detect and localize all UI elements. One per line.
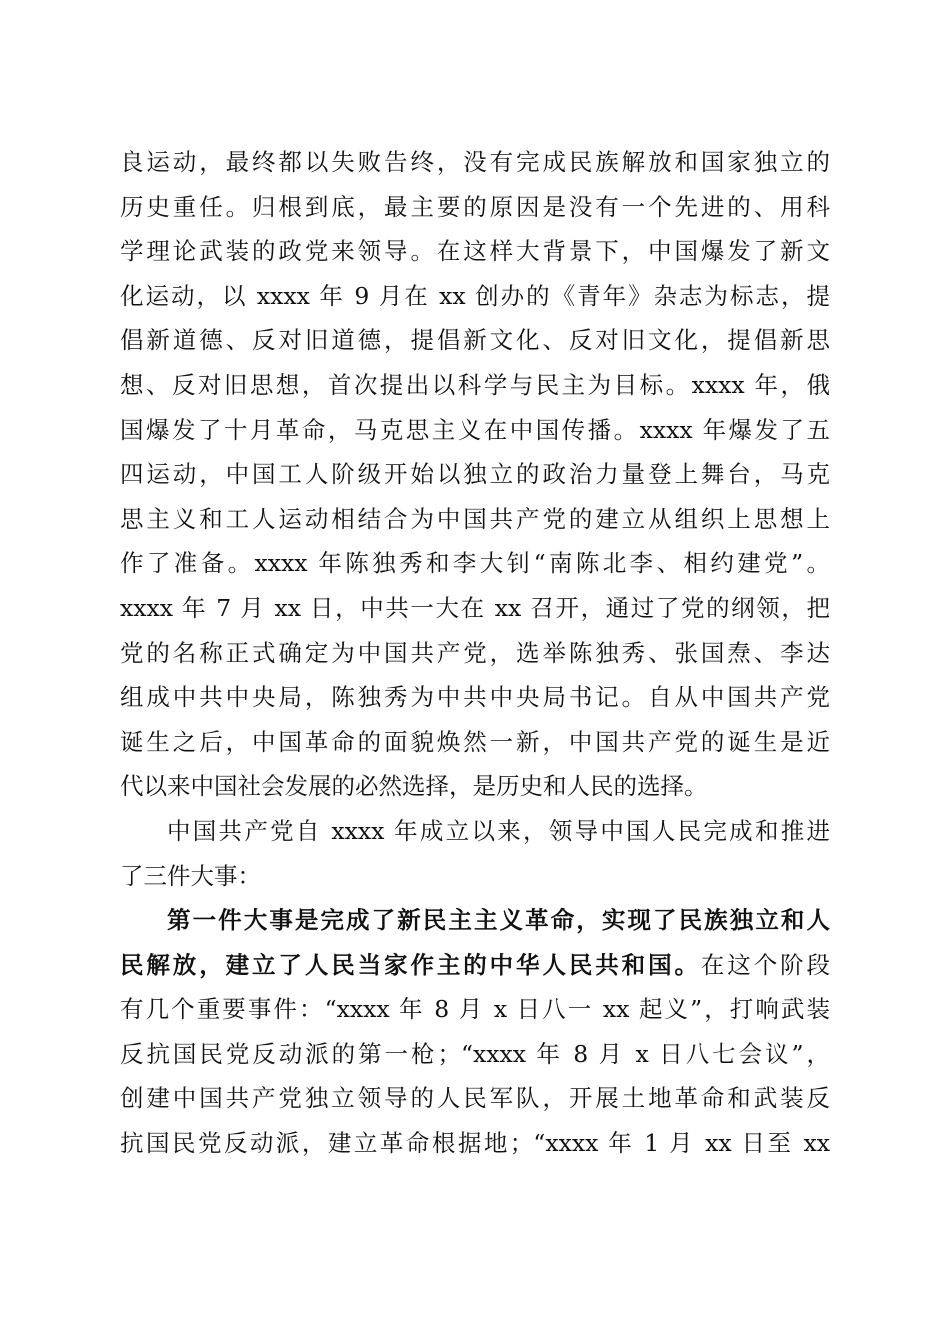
text-line: 学理论武装的政党来领导。在这样大背景下，中国爆发了新文 (120, 237, 830, 266)
text-line: 诞生之后，中国革命的面貌焕然一新，中国共产党的诞生是近 (120, 727, 830, 756)
body-text (120, 140, 830, 1166)
text-line: 良运动，最终都以失败告终，没有完成民族解放和国家独立的 (120, 148, 830, 176)
text-line: 有几个重要事件：“xxxx 年 8 月 x 日八一 xx 起义”，打响武装 (120, 995, 830, 1024)
text-line: 反抗国民党反动派的第一枪；“xxxx 年 8 月 x 日八七会议”， (120, 1039, 830, 1068)
text-line: 了三件大事： (120, 861, 261, 890)
text-line: 中国共产党自 xxxx 年成立以来，领导中国人民完成和推进 (167, 816, 830, 845)
text-line: 作了准备。xxxx 年陈独秀和李大钊“南陈北李、相约建党”。 (120, 549, 830, 578)
text-line: 国爆发了十月革命，马克思主义在中国传播。xxxx 年爆发了五 (120, 415, 830, 444)
bold-text-line: 第一件大事是完成了新民主主义革命，实现了民族独立和人 (167, 906, 830, 935)
text-line: 党的名称正式确定为中国共产党，选举陈独秀、张国焘、李达 (120, 638, 830, 667)
text-line: 倡新道德、反对旧道德，提倡新文化、反对旧文化，提倡新思 (120, 326, 830, 355)
mixed-text-line (120, 943, 830, 988)
text-segment: 在这个阶段 (700, 950, 831, 979)
text-line: 创建中国共产党独立领导的人民军队，开展土地革命和武装反 (120, 1084, 830, 1113)
bold-text-segment: 民解放，建立了人民当家作主的中华人民共和国。 (120, 950, 701, 979)
text-line: 代以来中国社会发展的必然选择，是历史和人民的选择。 (120, 772, 708, 801)
text-line: 化运动，以 xxxx 年 9 月在 xx 创办的《青年》杂志为标志，提 (120, 281, 830, 310)
text-line: 四运动，中国工人阶级开始以独立的政治力量登上舞台，马克 (120, 460, 830, 489)
text-line: 组成中共中央局，陈独秀为中共中央局书记。自从中国共产党 (120, 683, 830, 712)
text-line: 想、反对旧思想，首次提出以科学与民主为目标。xxxx 年，俄 (120, 370, 830, 399)
text-line: 思主义和工人运动相结合为中国共产党的建立从组织上思想上 (120, 504, 830, 533)
text-line: 历史重任。归根到底，最主要的原因是没有一个先进的、用科 (120, 192, 830, 221)
text-line: xxxx 年 7 月 xx 日，中共一大在 xx 召开，通过了党的纲领，把 (120, 593, 830, 622)
text-line: 抗国民党反动派，建立革命根据地；“xxxx 年 1 月 xx 日至 xx (120, 1129, 830, 1158)
